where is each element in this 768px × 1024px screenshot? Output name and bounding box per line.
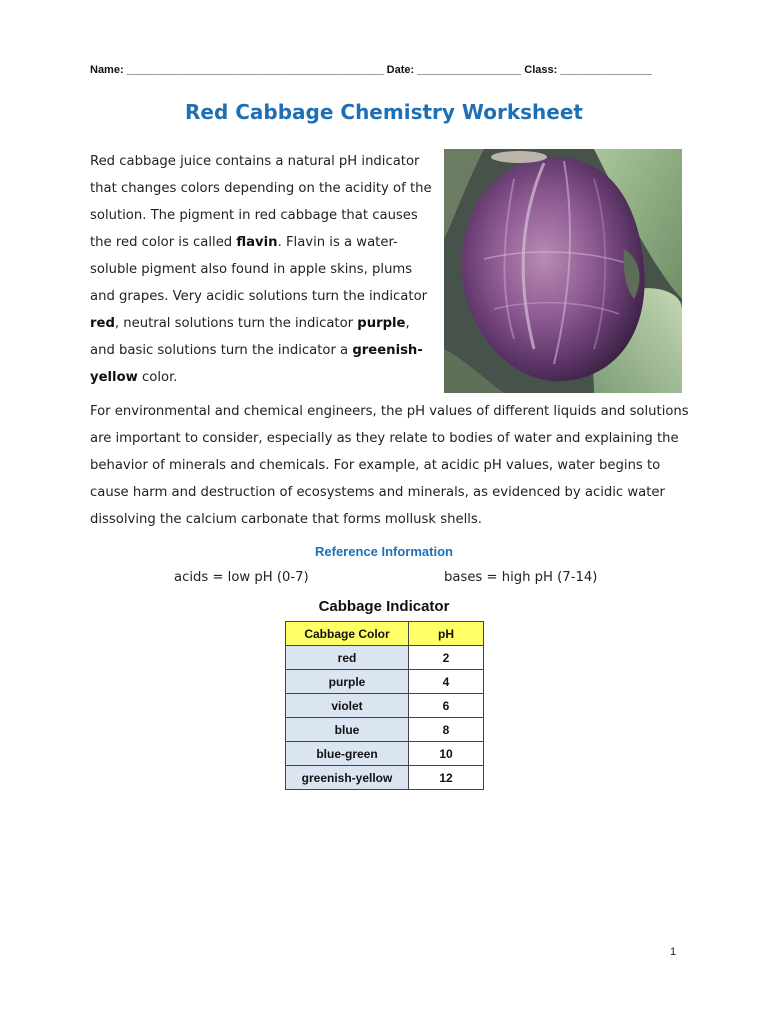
table-row — [286, 718, 484, 742]
ph-cell: 4 — [409, 670, 484, 694]
flavin-term: flavin — [236, 235, 278, 250]
bases-reference: bases = high pH (7-14) — [444, 570, 598, 585]
red-term: red — [90, 316, 115, 331]
red-cabbage-photo — [444, 149, 682, 393]
table-row — [286, 766, 484, 790]
engineering-paragraph: For environmental and chemical engineers, the pH values of different liquids and solutions are important to consider, especially as they relate to bodies of water and explaining the behavior of minerals and chemicals. For example, at acidic pH values, water begins to cause harm and destruction of ecosystems and minerals, as evidenced by acidic water dissolving the calcium carbonate that forms mollusk shells. — [90, 404, 689, 527]
table-row — [286, 646, 484, 670]
cabbage-indicator-table — [285, 621, 484, 790]
color-cell: greenish-yellow — [286, 766, 409, 790]
table-title: Cabbage Indicator — [318, 598, 450, 615]
purple-term: purple — [357, 316, 406, 331]
table-row — [286, 742, 484, 766]
acids-reference: acids = low pH (0-7) — [174, 570, 309, 585]
greenish-yellow-term: greenish-yellow — [90, 343, 423, 385]
table-row — [286, 694, 484, 718]
color-cell: violet — [286, 694, 409, 718]
color-cell: red — [286, 646, 409, 670]
ph-cell: 2 — [409, 646, 484, 670]
color-cell: purple — [286, 670, 409, 694]
color-cell: blue — [286, 718, 409, 742]
header-cabbage-color: Cabbage Color — [286, 622, 409, 646]
color-cell: blue-green — [286, 742, 409, 766]
intro-paragraph: Red cabbage juice contains a natural pH indicator that changes colors depending on the acidity of the solution. The pigment in red cabbage that causes the red color is called flavin. Flavin is a water-soluble pigment also found in apple skins, plums and grapes. Very acidic solutions turn the indicator red, neutral solutions turn the indicator purple, and basic solutions turn the indicator a greenish-yellow color. — [90, 154, 432, 385]
ph-cell: 12 — [409, 766, 484, 790]
page-number: 1 — [670, 946, 677, 958]
table-row — [286, 670, 484, 694]
ph-cell: 10 — [409, 742, 484, 766]
header-ph: pH — [409, 622, 484, 646]
table-header-row — [286, 622, 484, 646]
ph-cell: 8 — [409, 718, 484, 742]
ph-cell: 6 — [409, 694, 484, 718]
page-title: Red Cabbage Chemistry Worksheet — [185, 100, 583, 124]
reference-heading: Reference Information — [315, 544, 453, 559]
header-fields: Name: __________________________________________ Date: _________________ Class: _______________ — [90, 64, 653, 76]
